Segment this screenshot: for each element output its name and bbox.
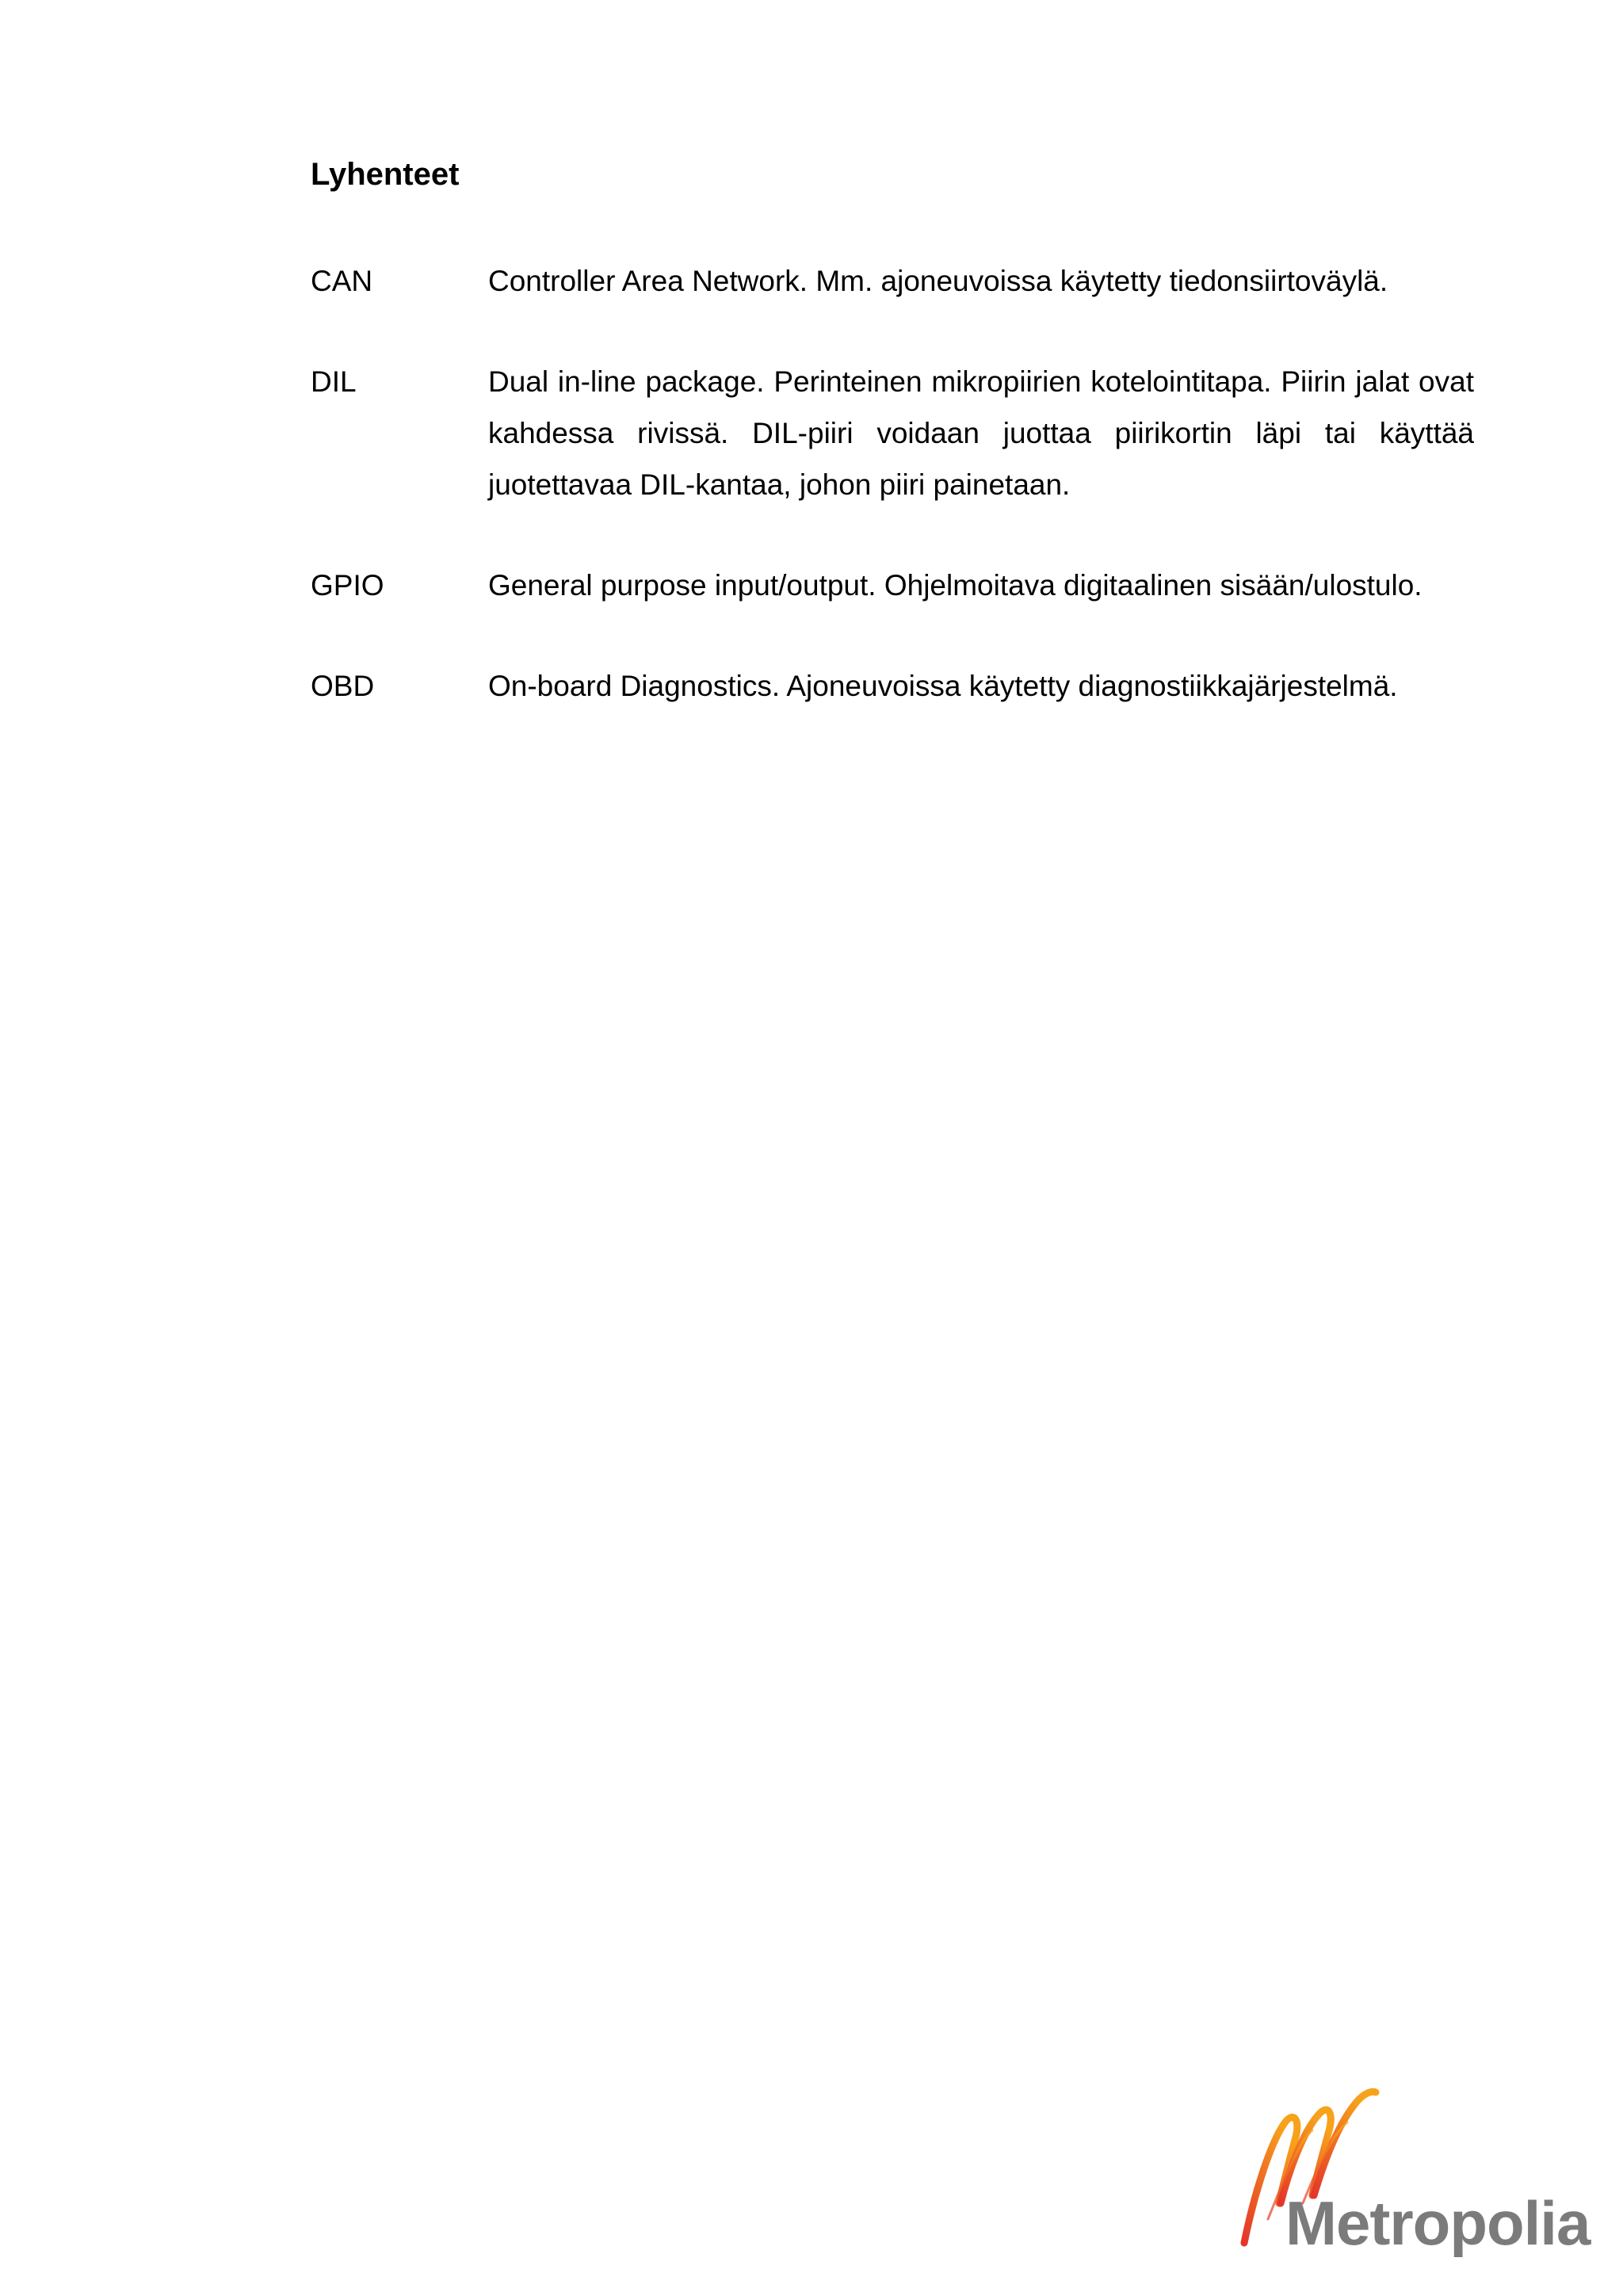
page-title: Lyhenteet: [311, 157, 460, 192]
abbreviation-term: CAN: [311, 265, 373, 297]
abbreviation-entry-can: [311, 255, 1474, 307]
abbreviation-definition: General purpose input/output. Ohjelmoitava digitaalinen sisään/ulostulo.: [488, 569, 1423, 602]
abbreviation-definition: On-board Diagnostics. Ajoneuvoissa käytetty diagnostiikkajärjestelmä.: [488, 670, 1398, 702]
abbreviation-entry-obd: [311, 660, 1474, 712]
metropolia-logo: [1236, 2084, 1591, 2259]
abbreviation-entry-dil: [311, 356, 1474, 510]
abbreviation-definition: Controller Area Network. Mm. ajoneuvoissa käytetty tiedonsiirtoväylä.: [488, 265, 1388, 297]
abbreviation-list: [311, 255, 1474, 761]
metropolia-logo-text: Metropolia: [1285, 2188, 1591, 2258]
abbreviation-term: OBD: [311, 670, 375, 702]
abbreviation-term: DIL: [311, 365, 357, 398]
abbreviation-entry-gpio: [311, 560, 1474, 611]
abbreviation-definition: Dual in-line package. Perinteinen mikropiirien kotelointitapa. Piirin jalat ovat kahdessa rivissä. DIL-piiri voidaan juottaa piirikortin läpi tai käyttää juotettavaa DIL-kantaa, johon piiri painetaan.: [488, 365, 1474, 501]
abbreviation-term: GPIO: [311, 569, 384, 602]
